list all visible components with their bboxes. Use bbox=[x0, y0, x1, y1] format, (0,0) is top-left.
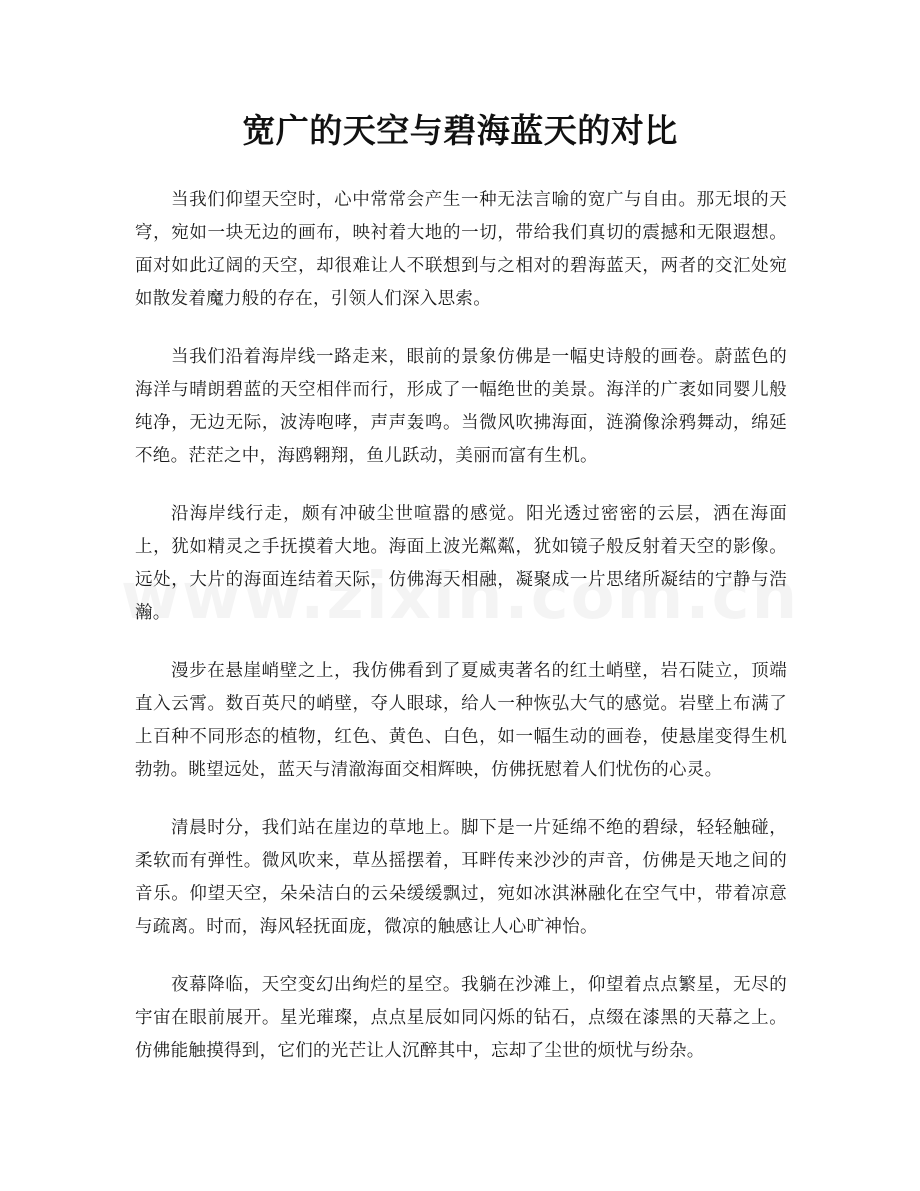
document-body bbox=[135, 184, 787, 1093]
paragraph-1: 当我们仰望天空时，心中常常会产生一种无法言喻的宽广与自由。那无垠的天穹，宛如一块无边的画布，映衬着大地的一切，带给我们真切的震撼和无限遐想。面对如此辽阔的天空，却很难让人不联想到与之相对的碧海蓝天，两者的交汇处宛如散发着魔力般的存在，引领人们深入思索。 bbox=[135, 190, 787, 309]
paragraph-3: 沿海岸线行走，颇有冲破尘世喧嚣的感觉。阳光透过密密的云层，洒在海面上，犹如精灵之手抚摸着大地。海面上波光粼粼，犹如镜子般反射着天空的影像。远处，大片的海面连结着天际，仿佛海天相融，凝聚成一片思绪所凝结的宁静与浩瀚。 bbox=[135, 504, 787, 623]
paragraph-4: 漫步在悬崖峭壁之上，我仿佛看到了夏威夷著名的红土峭壁，岩石陡立，顶端直入云霄。数百英尺的峭壁，夺人眼球，给人一种恢弘大气的感觉。岩壁上布满了上百种不同形态的植物，红色、黄色、白色，如一幅生动的画卷，使悬崖变得生机勃勃。眺望远处，蓝天与清澈海面交相辉映，仿佛抚慰着人们忧伤的心灵。 bbox=[135, 661, 787, 780]
document-title: 宽广的天空与碧海蓝天的对比 bbox=[242, 111, 678, 150]
paragraph-2: 当我们沿着海岸线一路走来，眼前的景象仿佛是一幅史诗般的画卷。蔚蓝色的海洋与晴朗碧蓝的天空相伴而行，形成了一幅绝世的美景。海洋的广袤如同婴儿般纯净，无边无际，波涛咆哮，声声轰鸣。当微风吹拂海面，涟漪像涂鸦舞动，绵延不绝。茫茫之中，海鸥翱翔，鱼儿跃动，美丽而富有生机。 bbox=[135, 347, 787, 466]
paragraph-5: 清晨时分，我们站在崖边的草地上。脚下是一片延绵不绝的碧绿，轻轻触碰，柔软而有弹性。微风吹来，草丛摇摆着，耳畔传来沙沙的声音，仿佛是天地之间的音乐。仰望天空，朵朵洁白的云朵缓缓飘过，宛如冰淇淋融化在空气中，带着凉意与疏离。时而，海风轻抚面庞，微凉的触感让人心旷神怡。 bbox=[135, 818, 787, 937]
paragraph-6: 夜幕降临，天空变幻出绚烂的星空。我躺在沙滩上，仰望着点点繁星，无尽的宇宙在眼前展开。星光璀璨，点点星辰如同闪烁的钻石，点缀在漆黑的天幕之上。仿佛能触摸得到，它们的光芒让人沉醉其中，忘却了尘世的烦忧与纷杂。 bbox=[135, 975, 787, 1061]
